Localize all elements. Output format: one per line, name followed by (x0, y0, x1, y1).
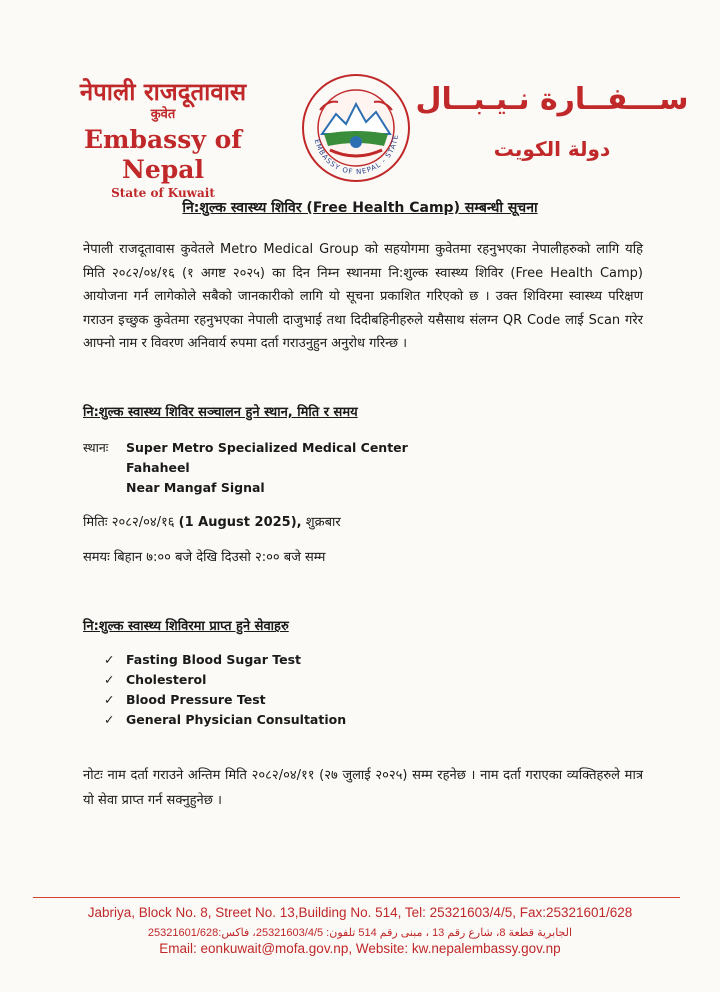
svg-text:EMBASSY OF NEPAL - STATE OF KU: EMBASSY OF NEPAL - STATE (312, 133, 401, 177)
footer-arabic-address: الجابرية قطعة 8، شارع رقم 13 ، مبنى رقم 514 تلفون: 25321603/4/5، فاكس:25321601/628 (147, 927, 573, 939)
date-english: (1 August 2025), (178, 515, 302, 530)
services-section-heading: नि:शुल्क स्वास्थ्य शिविरमा प्राप्त हुने सेवाहरु (83, 619, 289, 634)
check-icon: ✓ (104, 692, 115, 707)
time-label: समयः (83, 550, 110, 565)
date-label: मितिः (83, 515, 108, 530)
location-line: Super Metro Specialized Medical Center (126, 440, 408, 455)
list-item (104, 650, 346, 670)
notice-body: नेपाली राजदूतावास कुवेतले Metro Medical Group को सहयोगमा कुवेतमा रहनुभएका नेपालीहरुको लागि यहि मिति २०८२/०४/१६ (१ अगष्ट २०२५) का दिन निम्न स्थानमा नि:शुल्क स्वास्थ्य शिविर (Free Health Camp) आयोजना गर्न लागेकोले सबैको जानकारीको लागि यो सूचना प्रकाशित गरिएको छ । उक्त शिविरमा स्वास्थ्य परिक्षण गराउन इच्छुक कुवेतमा रहनुभएका नेपाली दाजुभाई तथा दिदीबहिनीहरुले यसैसाथ संलग्न QR Code लाई Scan गरेर आफ्नो नाम र विवरण अनिवार्य रुपमा दर्ता गराउनुहुन अनुरोध गरिन्छ । (83, 242, 643, 351)
date-line (83, 512, 341, 530)
check-icon: ✓ (104, 652, 115, 667)
embassy-header-right (412, 82, 692, 162)
nepali-country-subtitle: कुवेत (150, 107, 176, 122)
venue-section-heading: नि:शुल्क स्वास्थ्य शिविर सञ्चालन हुने स्थान, मिति र समय (83, 405, 358, 420)
date-day: शुक्रबार (305, 515, 341, 530)
list-item (104, 690, 346, 710)
location-label: स्थानः (83, 440, 109, 455)
location-line: Near Mangaf Signal (126, 480, 265, 495)
check-icon: ✓ (104, 712, 115, 727)
nepali-embassy-title: नेपाली राजदूतावास (79, 77, 247, 106)
nepal-emblem-seal (300, 72, 412, 184)
service-label: Fasting Blood Sugar Test (126, 652, 301, 667)
service-label: Cholesterol (126, 672, 207, 687)
check-icon: ✓ (104, 672, 115, 687)
list-item (104, 670, 346, 690)
footer-divider (33, 897, 680, 898)
location-line: Fahaheel (126, 460, 190, 475)
location-block (83, 438, 408, 498)
english-country-subtitle: State of Kuwait (111, 186, 215, 200)
services-list (104, 650, 346, 730)
service-label: General Physician Consultation (126, 712, 347, 727)
arabic-country-subtitle: دولة الكويت (493, 137, 611, 161)
date-nepali: २०८२/०४/१६ (111, 515, 175, 530)
service-label: Blood Pressure Test (126, 692, 266, 707)
time-value: बिहान ७:०० बजे देखि दिउसो २:०० बजे सम्म (113, 550, 326, 565)
footer-address: Jabriya, Block No. 8, Street No. 13,Building No. 514, Tel: 25321603/4/5, Fax:25321601/628 (87, 905, 633, 920)
time-line (83, 547, 325, 565)
footer-contact: Email: eonkuwait@mofa.gov.np, Website: kw.nepalembassy.gov.np (159, 941, 561, 956)
arabic-embassy-title: ســـفــارة نـيـبــال (415, 82, 689, 117)
registration-note: नोटः नाम दर्ता गराउने अन्तिम मिति २०८२/०४/११ (२७ जुलाई २०२५) सम्म रहनेछ । नाम दर्ता गराएका व्यक्तिहरुले मात्र यो सेवा प्राप्त गर्न सक्नुहुनेछ । (83, 768, 643, 808)
notice-title: नि:शुल्क स्वास्थ्य शिविर (Free Health Camp) सम्बन्धी सूचना (182, 200, 538, 216)
english-embassy-title: Embassy of Nepal (84, 125, 242, 184)
list-item (104, 710, 346, 730)
embassy-header-left (48, 78, 278, 201)
